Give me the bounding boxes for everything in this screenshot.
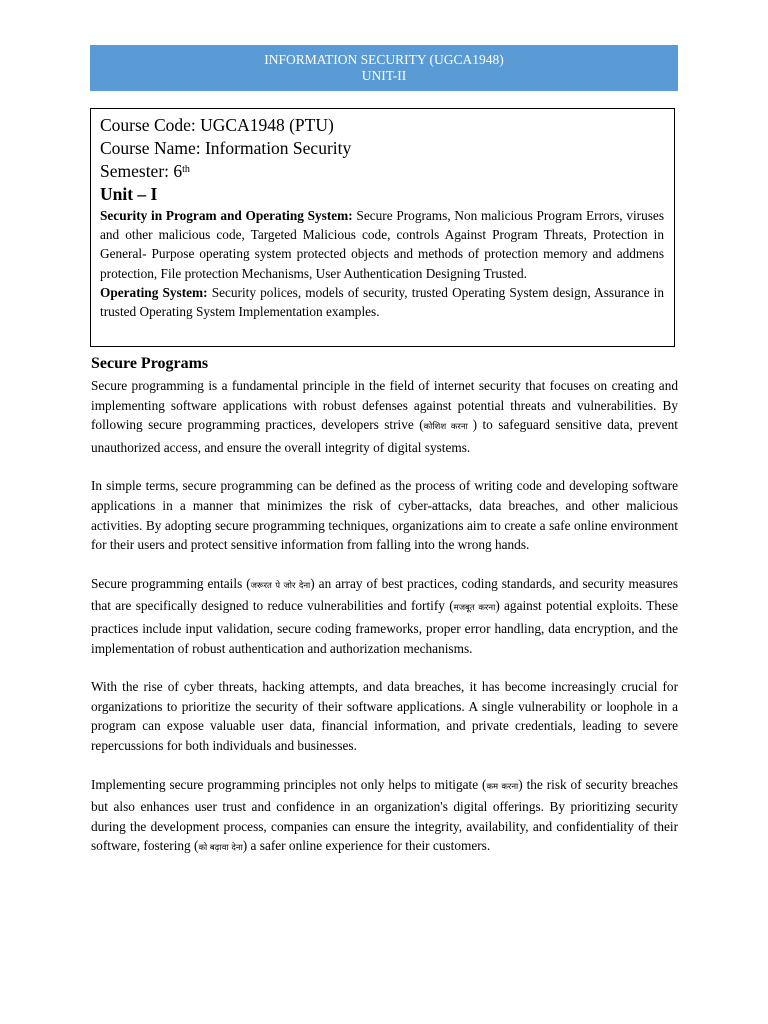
os-topics	[100, 283, 664, 321]
semester-suffix: th	[182, 164, 190, 175]
paragraph-3-text-b: ) an array of best practices, coding standards, and security measures that are specifically designed to reduce vulnerabilities and fortify (	[91, 575, 679, 614]
security-topics-heading: Security in Program and Operating System:	[100, 208, 353, 223]
security-topics-text: Secure Programs, Non malicious Program Errors, viruses and other malicious code, Targeted Malicious code, controls Against Program Threats, Protection in General- Purpose operating system protected objects and methods of protection memory and addmens protection, File protection Mechanisms, User Authentication Designing Trusted.	[100, 208, 665, 281]
semester-label: Semester: 6	[100, 161, 183, 181]
paragraph-1-text-a: Secure programming is a fundamental principle in the field of internet security that focuses on creating and implementing software applications with robust defenses against potential threats and vulnerabilities. By following secure programming practices, developers strive (	[91, 378, 678, 433]
paragraph-3-text-c: ) against potential exploits. These practices include input validation, secure coding frameworks, proper error handling, data encryption, and the implementation of robust authentication and authorization mechanisms.	[91, 598, 678, 656]
paragraph-5-text-c: ) a safer online experience for their customers.	[242, 838, 491, 854]
paragraph-5-text-b: ) the risk of security breaches but also enhances user trust and confidence in an organization's digital offerings. By prioritizing security during the development process, companies can ensure the integrity, availability, and confidentiality of their software, fostering (	[91, 776, 678, 854]
course-code: Course Code: UGCA1948 (PTU)	[100, 115, 334, 135]
paragraph-1	[91, 376, 678, 457]
paragraph-3-text-a: Secure programming entails (	[91, 575, 251, 591]
section-title: Secure Programs	[91, 355, 209, 372]
semester	[100, 160, 664, 183]
hindi-gloss-fostering: को बढ़ावा देना	[198, 843, 243, 854]
hindi-gloss-mitigate: कम करना	[486, 781, 519, 792]
header-unit: UNIT-II	[361, 68, 407, 83]
syllabus-box	[90, 108, 675, 347]
paragraph-5-text-a: Implementing secure programming principles not only helps to mitigate (	[91, 776, 487, 792]
paragraph-3	[91, 574, 678, 658]
hindi-gloss-strive: कोशिश करना	[423, 422, 473, 433]
paragraph-4: With the rise of cyber threats, hacking attempts, and data breaches, it has become increasingly crucial for organizations to prioritize the security of their software applications. A single vulnerability or loophole in a program can expose valuable user data, financial information, and private credentials, leading to severe repercussions for both individuals and businesses.	[91, 679, 678, 753]
hindi-gloss-entails: जरूरत पे जोर देना	[250, 580, 311, 591]
os-topics-text: Security polices, models of security, trusted Operating System design, Assurance in trusted Operating System Implementation examples.	[100, 284, 665, 320]
paragraph-2: In simple terms, secure programming can be defined as the process of writing code and developing software applications in a manner that minimizes the risk of cyber-attacks, data breaches, and other malicious activities. By adopting secure programming techniques, organizations aim to create a safe online environment for their users and protect sensitive information from falling into the wrong hands.	[91, 478, 678, 553]
unit-heading: Unit – I	[100, 184, 158, 204]
hindi-gloss-fortify: मजबूत करना	[453, 603, 496, 614]
header-title: INFORMATION SECURITY (UGCA1948)	[264, 52, 504, 67]
os-topics-heading: Operating System:	[100, 284, 208, 300]
security-topics	[100, 206, 664, 283]
paragraph-5	[91, 775, 678, 859]
header-banner	[90, 45, 678, 91]
course-name: Course Name: Information Security	[100, 138, 352, 158]
main-content	[91, 353, 678, 878]
paragraph-1-text-b: ) to safeguard sensitive data, prevent unauthorized access, and ensure the overall integrity of digital systems.	[91, 417, 678, 455]
